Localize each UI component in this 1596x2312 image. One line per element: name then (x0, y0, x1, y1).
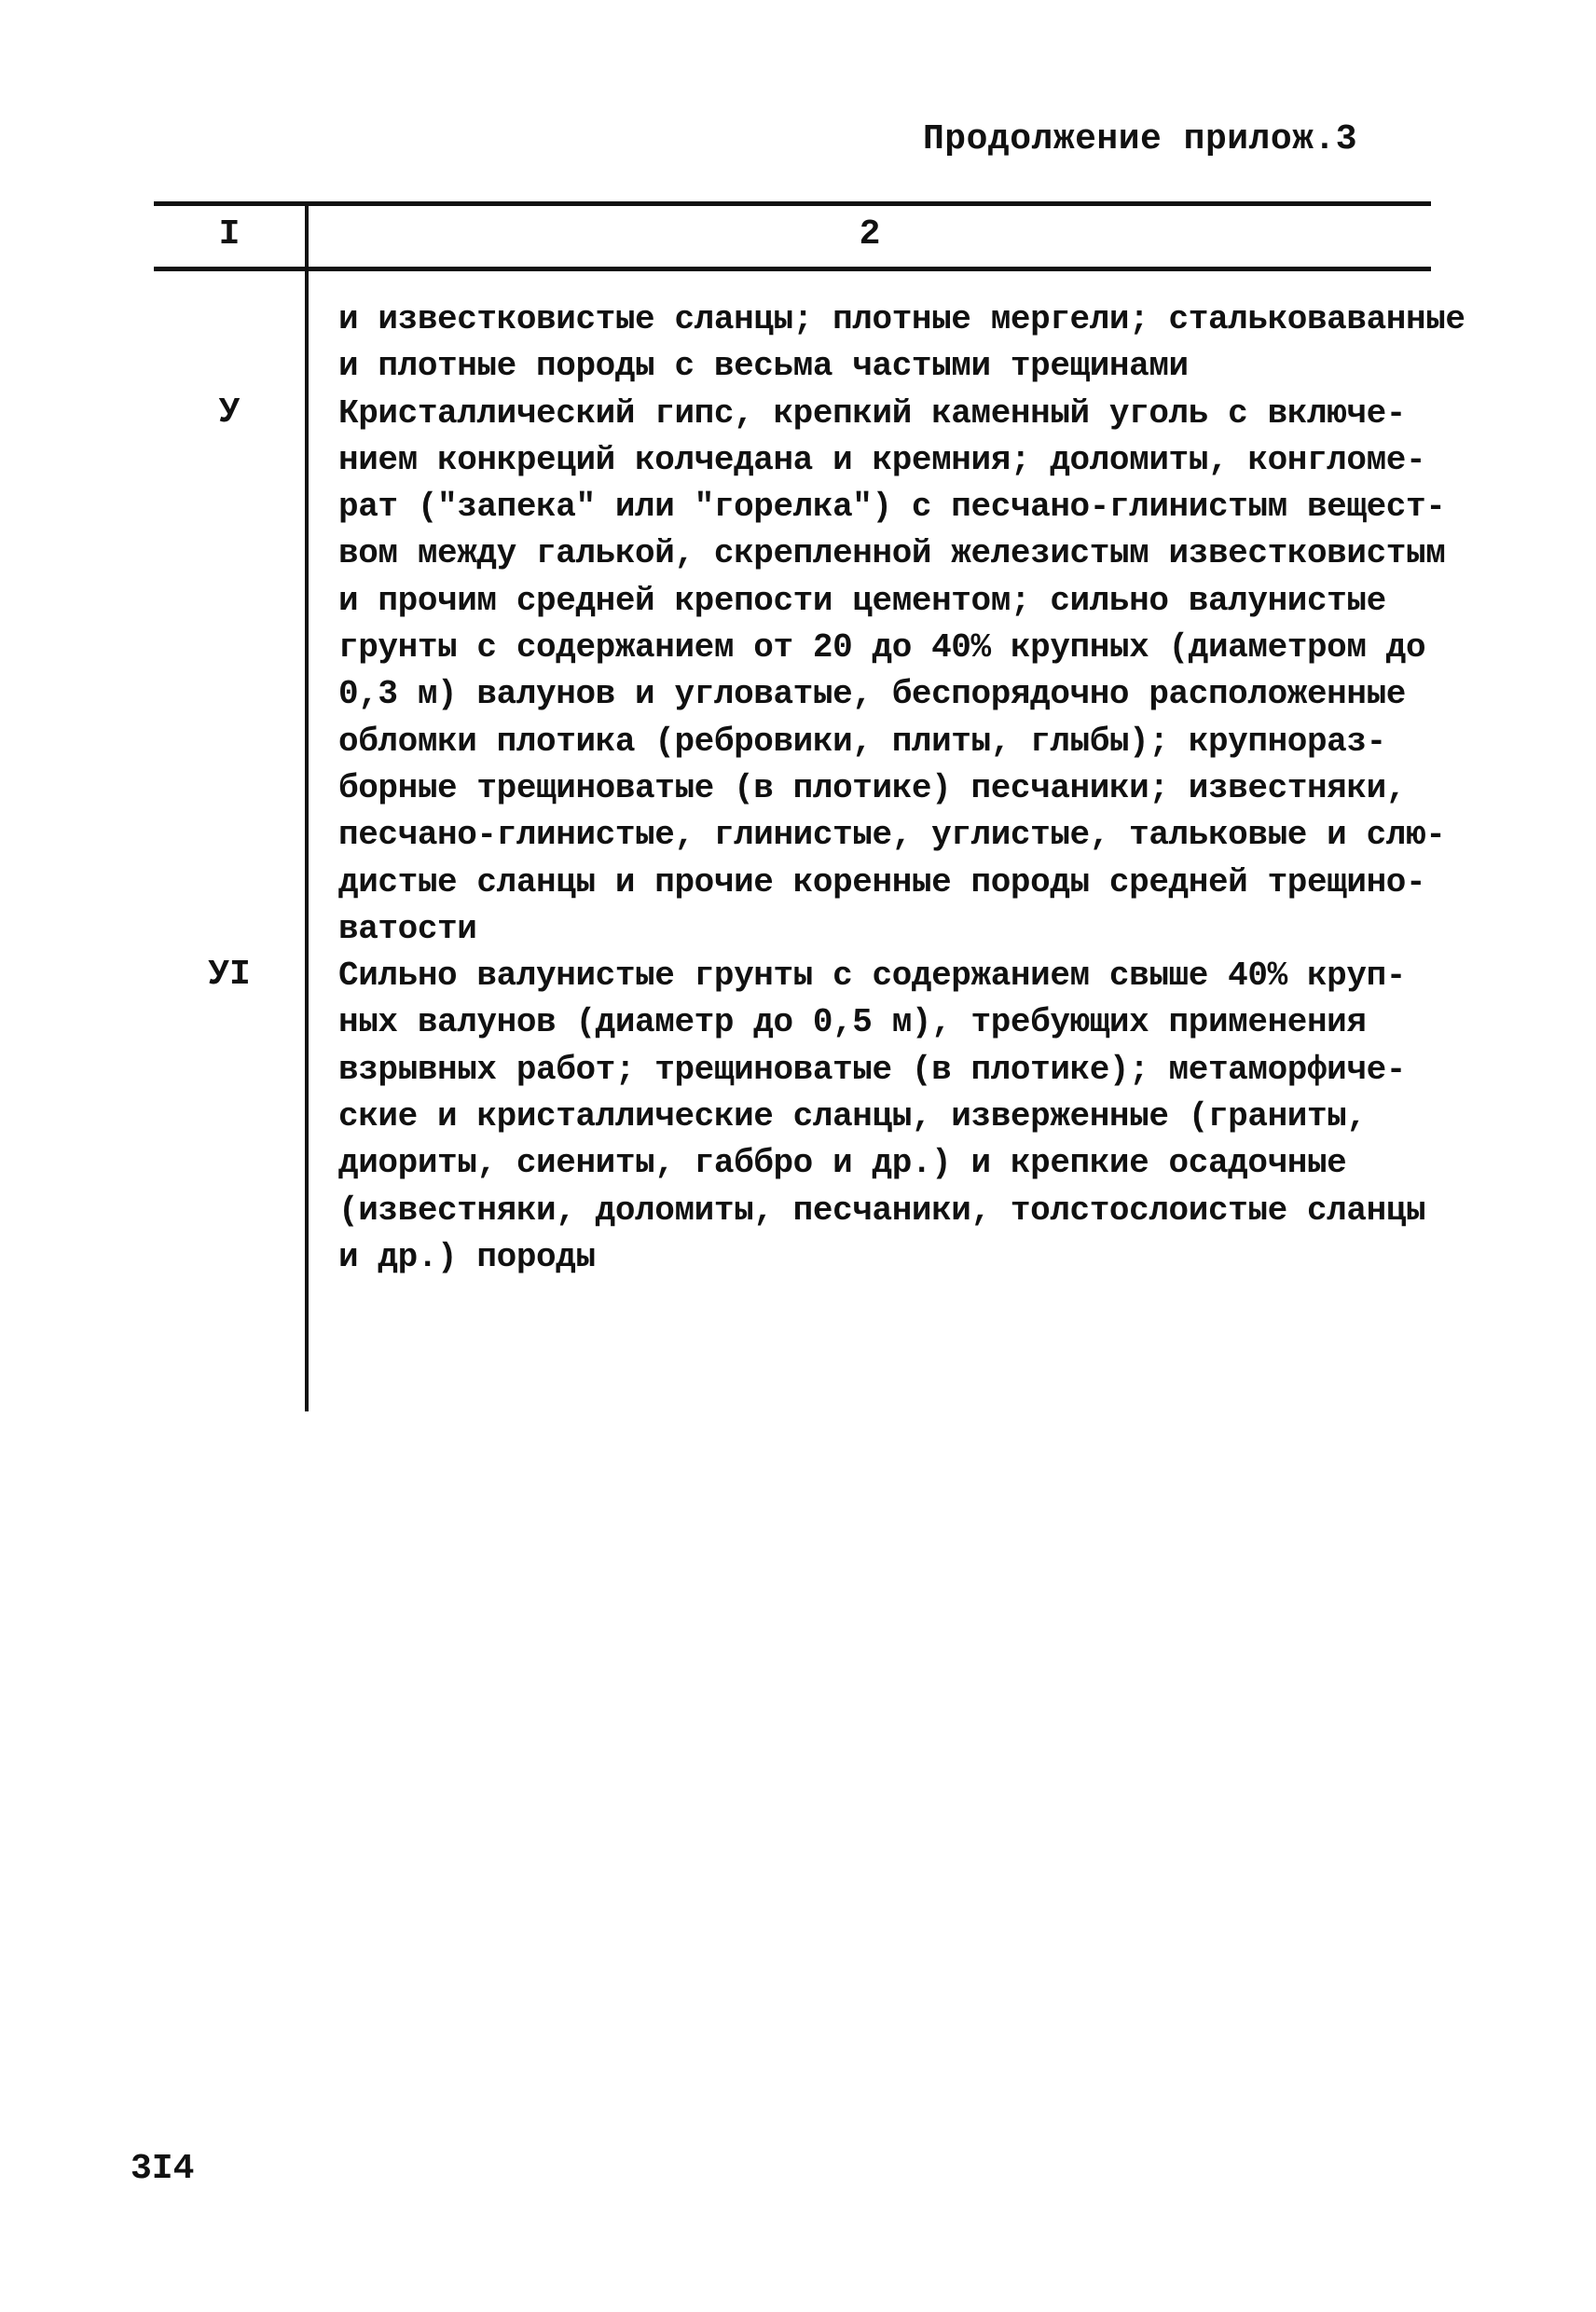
text-line: Сильно валунистые грунты с содержанием свыше 40% круп- (338, 956, 1406, 996)
table-row-continued (338, 296, 1465, 391)
text-line: Кристаллический гипс, крепкий каменный уголь с включе- (338, 393, 1406, 433)
text-line: и прочим средней крепости цементом; сильно валунистые (338, 581, 1386, 620)
column-header-2: 2 (859, 214, 881, 255)
text-line: взрывных работ; трещиноватые (в плотике); метаморфиче- (338, 1050, 1406, 1089)
table-row-category-v (338, 391, 1446, 954)
text-line: (известняки, доломиты, песчаники, толстослоистые сланцы (338, 1190, 1426, 1230)
category-v-label: У (218, 392, 241, 433)
text-line: песчано-глинистые, глинистые, углистые, тальковые и слю- (338, 816, 1446, 855)
text-line: обломки плотика (ребровики, плиты, глыбы); крупнораз- (338, 722, 1386, 761)
column-divider (305, 201, 309, 1411)
text-line: ские и кристаллические сланцы, изверженные (граниты, (338, 1097, 1367, 1136)
text-line: дистые сланцы и прочие коренные породы средней трещино- (338, 862, 1426, 901)
text-line: ных валунов (диаметр до 0,5 м), требующих применения (338, 1003, 1367, 1042)
category-vi-label: УI (208, 955, 251, 995)
text-line: вом между галькой, скрепленной железистым известковистым (338, 534, 1446, 573)
text-line: и плотные породы с весьма частыми трещинами (338, 347, 1189, 386)
text-line: рат ("запека" или "горелка") с песчано-глинистым вещест- (338, 488, 1446, 527)
page-number: 3I4 (131, 2149, 195, 2189)
text-line: и известковистые сланцы; плотные мергели; стальковаванные (338, 300, 1465, 338)
continuation-note: Продолжение прилож.3 (923, 119, 1358, 159)
table-top-rule (154, 201, 1431, 206)
text-line: ватости (338, 909, 477, 948)
text-line: диориты, сиениты, габбро и др.) и крепкие осадочные (338, 1144, 1347, 1183)
text-line: грунты с содержанием от 20 до 40% крупных (диаметром до (338, 628, 1426, 667)
table-header-rule (154, 267, 1431, 271)
text-line: 0,3 м) валунов и угловатые, беспорядочно расположенные (338, 675, 1406, 714)
column-header-1: I (218, 214, 241, 255)
text-line: борные трещиноватые (в плотике) песчаники; известняки, (338, 768, 1406, 807)
table-row-category-vi (338, 953, 1434, 1281)
text-line: нием конкреций колчедана и кремния; доломиты, конгломе- (338, 440, 1426, 479)
table-body-text (338, 296, 1465, 1281)
text-line: и др.) породы (338, 1237, 596, 1276)
